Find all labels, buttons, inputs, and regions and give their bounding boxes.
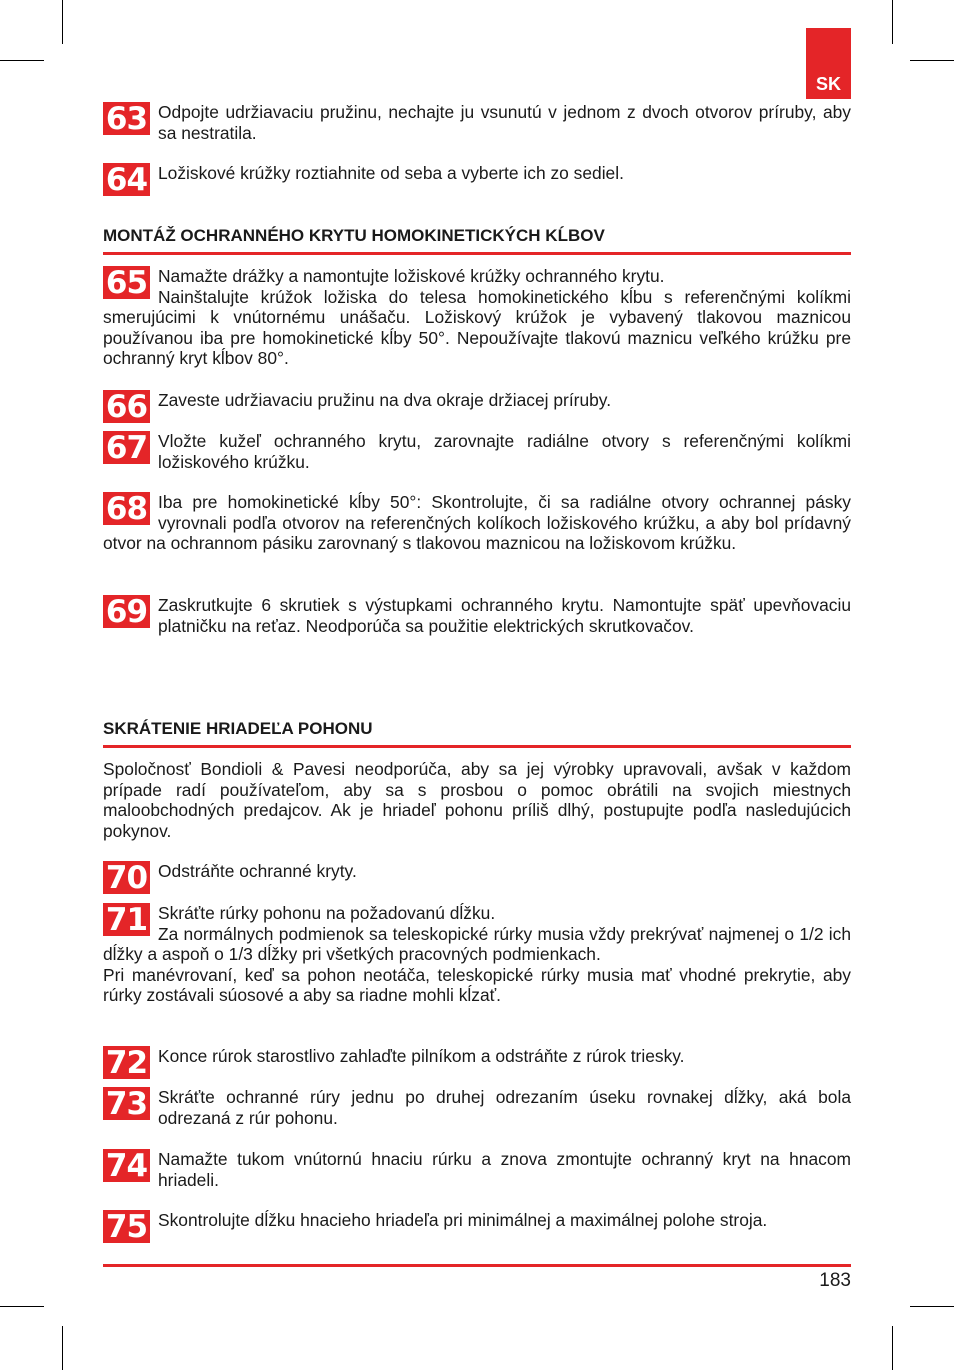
step-text: Odpojte udržiavaciu pružinu, nechajte ju vsunutú v jednom z dvoch otvorov príruby, aby sa nestratila. <box>158 102 851 143</box>
step-number: 67 <box>103 431 150 464</box>
crop-mark <box>62 1326 63 1370</box>
step-67 <box>103 431 851 472</box>
step-number: 64 <box>103 163 150 196</box>
step-text: Vložte kužeľ ochranného krytu, zarovnajte radiálne otvory s referenčnými kolíkmi ložiskového krúžku. <box>158 431 851 472</box>
step-number: 71 <box>103 903 150 936</box>
step-71 <box>103 903 851 1006</box>
step-74 <box>103 1149 851 1190</box>
crop-mark <box>62 0 63 44</box>
step-68 <box>103 492 851 554</box>
language-code: SK <box>815 74 841 94</box>
step-text: Iba pre homokinetické kĺby 50°: Skontrolujte, či sa radiálne otvory ochrannej pásky vyrovnali podľa otvorov na referenčných kolíkoch ložiskového krúžku, a aby bol prídavný otvor na ochrannom pásiku zarovnaný s tlakovou maznicou na ložiskovom krúžku. <box>103 492 851 553</box>
language-tab <box>806 28 851 99</box>
step-text: Skontrolujte dĺžku hnacieho hriadeľa pri minimálnej a maximálnej polohe stroja. <box>158 1210 768 1230</box>
step-number: 75 <box>103 1210 150 1243</box>
step-text: Ložiskové krúžky roztiahnite od seba a vyberte ich zo sediel. <box>158 163 624 183</box>
step-text: Zaskrutkujte 6 skrutiek s výstupkami ochranného krytu. Namontujte späť upevňovaciu platničku na reťaz. Neodporúča sa použitie elektrických skrutkovačov. <box>158 595 851 636</box>
step-number: 72 <box>103 1046 150 1079</box>
step-number: 65 <box>103 266 150 299</box>
step-text: Konce rúrok starostlivo zahlaďte pilníkom a odstráňte z rúrok triesky. <box>158 1046 685 1066</box>
crop-mark <box>892 0 893 44</box>
step-number: 69 <box>103 595 150 628</box>
step-text: Odstráňte ochranné kryty. <box>158 861 357 881</box>
step-69 <box>103 595 851 636</box>
step-number: 74 <box>103 1149 150 1182</box>
step-66 <box>103 390 851 423</box>
section-heading-montaz: MONTÁŽ OCHRANNÉHO KRYTU HOMOKINETICKÝCH KĹBOV <box>103 226 851 255</box>
section-intro: Spoločnosť Bondioli & Pavesi neodporúča, aby sa jej výrobky upravovali, avšak v každom prípade radí používateľom, aby sa s prosbou o pomoc obrátili na svojich miestnych maloobchodných predajcov. Ak je hriadeľ pohonu príliš dlhý, postupujte podľa nasledujúcich pokynov. <box>103 759 851 841</box>
step-75 <box>103 1210 851 1243</box>
page-number: 183 <box>819 1270 851 1291</box>
step-63 <box>103 102 851 143</box>
step-number: 66 <box>103 390 150 423</box>
step-text: Zaveste udržiavaciu pružinu na dva okraje držiacej príruby. <box>158 390 612 410</box>
crop-mark <box>0 1306 44 1307</box>
crop-mark <box>0 60 44 61</box>
step-number: 68 <box>103 492 150 525</box>
step-65 <box>103 266 851 369</box>
step-73 <box>103 1087 851 1128</box>
step-64 <box>103 163 851 196</box>
step-72 <box>103 1046 851 1079</box>
section-heading-skratenie: SKRÁTENIE HRIADEĽA POHONU <box>103 719 851 748</box>
step-text: Za normálnych podmienok sa teleskopické rúrky musia vždy prekrývať najmenej o 1/2 ich dĺžky a aspoň o 1/3 dĺžky pri všetkých pracovných podmienkach. <box>103 923 851 964</box>
crop-mark <box>892 1326 893 1370</box>
step-text: Skráťte rúrky pohonu na požadovanú dĺžku. <box>158 903 496 923</box>
footer-rule <box>103 1264 851 1267</box>
step-number: 73 <box>103 1087 150 1120</box>
crop-mark <box>910 1306 954 1307</box>
step-text: Namažte drážky a namontujte ložiskové krúžky ochranného krytu. <box>158 266 665 286</box>
step-number: 63 <box>103 102 150 135</box>
step-text: Namažte tukom vnútornú hnaciu rúrku a znova zmontujte ochranný kryt na hnacom hriadeli. <box>158 1149 851 1190</box>
step-text: Pri manévrovaní, keď sa pohon neotáča, teleskopické rúrky musia mať vhodné prekrytie, aby rúrky zostávali súosové a aby sa riadne mohli kĺzať. <box>103 964 851 1005</box>
step-number: 70 <box>103 861 150 894</box>
crop-mark <box>910 60 954 61</box>
step-text: Nainštalujte krúžok ložiska do telesa homokinetického kĺbu s referenčnými kolíkmi smerujúcimi k vnútornému unášaču. Ložiskový krúžok je vybavený tlakovou maznicou používanou iba pre homokinetické kĺby 50°. Nepoužívajte tlakovú maznicu veľkého krúžku pre ochranný kryt kĺbov 80°. <box>103 286 851 368</box>
step-text: Skráťte ochranné rúry jednu po druhej odrezaním úseku rovnakej dĺžky, aká bola odrezaná z rúr pohonu. <box>158 1087 851 1128</box>
step-70 <box>103 861 851 894</box>
